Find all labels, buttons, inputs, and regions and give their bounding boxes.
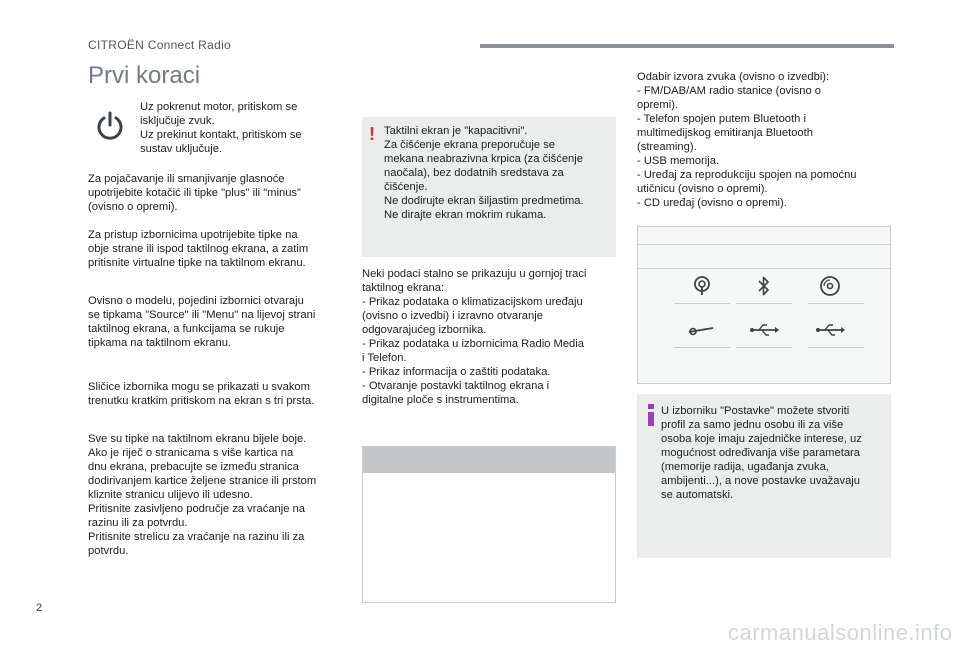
three-finger-paragraph: Sličice izbornika mogu se prikazati u svakom trenutku kratkim pritiskom na ekran s tri prsta. bbox=[88, 381, 315, 407]
source-divider bbox=[808, 347, 864, 348]
usb-icon bbox=[744, 315, 784, 345]
audio-sources-illustration bbox=[637, 226, 891, 384]
source-divider bbox=[736, 303, 792, 304]
power-button-text: Uz pokrenut motor, pritiskom se isključuje zvuk. Uz prekinut kontakt, pritiskom se sustav uključuje. bbox=[140, 101, 302, 155]
menu-access-paragraph: Za pristup izbornicima upotrijebite tipke na obje strane ili ispod taktilnog ekrana, a zatim pritisnite virtualne tipke na taktilnom ekranu. bbox=[88, 229, 309, 269]
usb-icon bbox=[810, 315, 850, 345]
screen-band-second bbox=[638, 244, 890, 269]
screen-band-top bbox=[638, 227, 890, 245]
source-divider bbox=[674, 303, 730, 304]
source-menu-paragraph: Ovisno o modelu, pojedini izbornici otvaraju se tipkama "Source" ili "Menu" na lijevoj strani taktilnog ekrana, a funkcijama se rukuje tipkama na taktilnom ekranu. bbox=[88, 295, 316, 349]
source-divider bbox=[674, 347, 730, 348]
radio-icon bbox=[682, 271, 722, 301]
page-number: 2 bbox=[36, 602, 43, 614]
top-bar-paragraph: Neki podaci stalno se prikazuju u gornjoj traci taktilnog ekrana: - Prikaz podataka o klimatizacijskom uređaju (ovisno o izvedbi) i izravno otvaranje odgovarajućeg izbornika. - Prikaz podataka u izbornicima Radio Media i Telefon. - Prikaz informacija o zaštiti podataka. - Otvaranje postavki taktilnog ekrana i digitalne ploče s instrumentima. bbox=[362, 268, 587, 406]
watermark-brand: carmanualsonline.info bbox=[728, 620, 953, 645]
touch-keys-paragraph: Sve su tipke na taktilnom ekranu bijele boje. Ako je riječ o stranicama s više kartica na dnu ekrana, prebacujte se između stranica dodirivanjem kartice željene stranice ili prstom kliznite stranicu ulijevo ili udesno. Pritisnite zasivljeno područje za vraćanje na razinu ili za potvrdu. Pritisnite strelicu za vraćanje na razinu ili za potvrdu. bbox=[88, 433, 317, 557]
warning-icon: ! bbox=[369, 124, 375, 144]
page-title: Prvi koraci bbox=[88, 62, 201, 89]
header-divider bbox=[480, 44, 894, 48]
info-text: U izborniku "Postavke" možete stvoriti profil za samo jednu osobu ili za više osoba koje imaju zajedničke interese, uz mogućnost određivanja više parametara (memorije radija, ugađanja zvuka, ambijenti...), a nove postavke uvažavaju se automatski. bbox=[661, 405, 862, 501]
bluetooth-icon bbox=[744, 271, 784, 301]
manual-header-title: CITROËN Connect Radio bbox=[88, 38, 232, 52]
screen-top-bar bbox=[363, 447, 615, 473]
warning-text: Taktilni ekran je "kapacitivni". Za čišćenje ekrana preporučuje se mekana neabrazivna krpica (za čišćenje naočala), bez dodatnih sredstava za čišćenje. Ne dodirujte ekran šiljastim predmetima. Ne dirajte ekran mokrim rukama. bbox=[384, 125, 584, 221]
screen-illustration bbox=[362, 446, 616, 603]
cd-icon bbox=[810, 271, 850, 301]
source-divider bbox=[736, 347, 792, 348]
info-icon bbox=[646, 404, 656, 426]
source-divider bbox=[808, 303, 864, 304]
volume-paragraph: Za pojačavanje ili smanjivanje glasnoće upotrijebite kotačić ili tipke "plus" ili "minus" (ovisno o opremi). bbox=[88, 173, 301, 213]
audio-source-paragraph: Odabir izvora zvuka (ovisno o izvedbi): - FM/DAB/AM radio stanice (ovisno o opremi). - Telefon spojen putem Bluetooth i multimedijskog emitiranja Bluetooth (streaming). - USB memorija. - Uređaj za reprodukciju spojen na pomoćnu utičnicu (ovisno o opremi). - CD uređaj (ovisno o opremi). bbox=[637, 71, 857, 209]
power-icon bbox=[94, 110, 126, 142]
aux-jack-icon bbox=[682, 315, 722, 345]
